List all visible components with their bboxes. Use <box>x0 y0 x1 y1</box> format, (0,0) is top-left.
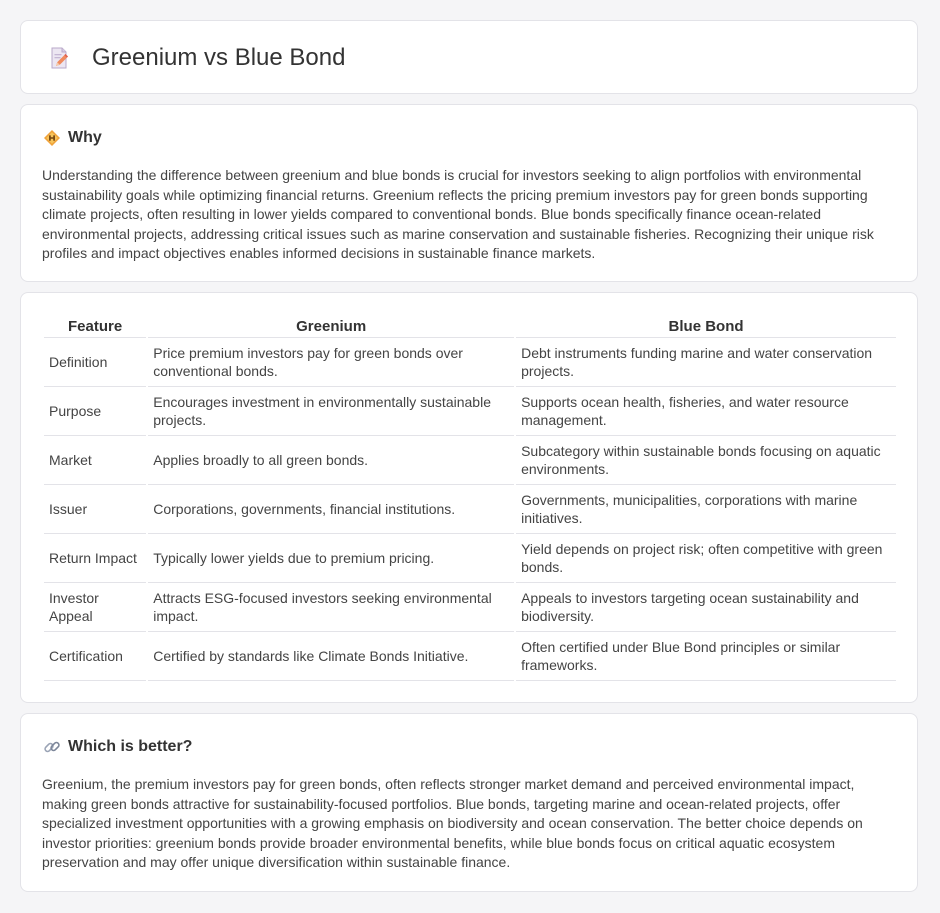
header-feature: Feature <box>44 315 146 338</box>
header-blue-bond: Blue Bond <box>516 315 896 338</box>
better-section <box>20 713 918 892</box>
why-section <box>20 104 918 282</box>
table-row <box>44 583 896 632</box>
feature-cell: Purpose <box>44 387 146 436</box>
blue-bond-cell: Supports ocean health, fisheries, and water resource management. <box>516 387 896 436</box>
table-row <box>44 632 896 681</box>
page-title: Greenium vs Blue Bond <box>92 44 346 71</box>
blue-bond-cell: Yield depends on project risk; often competitive with green bonds. <box>516 534 896 583</box>
why-header <box>43 129 102 147</box>
comparison-table <box>42 315 898 681</box>
feature-cell: Market <box>44 436 146 485</box>
better-body: Greenium, the premium investors pay for green bonds, often reflects stronger market demand and perceived environmental impact, making green bonds attractive for sustainability-focused portfolios. Blue bonds, targeting marine and ocean-related projects, offer specialized investment opportunities with a growing emphasis on biodiversity and ocean conservation. The better choice depends on investor priorities: greenium bonds provide broader environmental benefits, while blue bonds focus on critical aquatic ecosystem preservation and may offer unique diversification within sustainable finance. <box>42 776 863 871</box>
lightbulb-icon <box>43 129 61 147</box>
table-row <box>44 387 896 436</box>
feature-cell: Return Impact <box>44 534 146 583</box>
feature-cell: Issuer <box>44 485 146 534</box>
table-row <box>44 534 896 583</box>
table-header-row <box>44 315 896 338</box>
better-header <box>43 738 192 756</box>
greenium-cell: Certified by standards like Climate Bonds Initiative. <box>148 632 514 681</box>
link-icon <box>43 738 61 756</box>
feature-cell: Certification <box>44 632 146 681</box>
blue-bond-cell: Governments, municipalities, corporations with marine initiatives. <box>516 485 896 534</box>
table-row <box>44 485 896 534</box>
feature-cell: Definition <box>44 338 146 387</box>
title-card <box>20 20 918 94</box>
table-row <box>44 436 896 485</box>
why-body: Understanding the difference between greenium and blue bonds is crucial for investors seeking to align portfolios with environmental sustainability goals while optimizing financial returns. Greenium reflects the pricing premium investors pay for green bonds supporting climate projects, often resulting in lower yields compared to conventional bonds. Blue bonds specifically finance ocean-related environmental projects, addressing critical issues such as marine conservation and sustainable fisheries. Recognizing their unique risk profiles and impact objectives enables informed decisions in sustainable finance markets. <box>42 167 874 262</box>
blue-bond-cell: Subcategory within sustainable bonds focusing on aquatic environments. <box>516 436 896 485</box>
greenium-cell: Price premium investors pay for green bonds over conventional bonds. <box>148 338 514 387</box>
header-greenium: Greenium <box>148 315 514 338</box>
blue-bond-cell: Appeals to investors targeting ocean sustainability and biodiversity. <box>516 583 896 632</box>
greenium-cell: Attracts ESG-focused investors seeking environmental impact. <box>148 583 514 632</box>
greenium-cell: Encourages investment in environmentally sustainable projects. <box>148 387 514 436</box>
comparison-section <box>20 292 918 703</box>
better-heading: Which is better? <box>68 738 193 755</box>
greenium-cell: Corporations, governments, financial institutions. <box>148 485 514 534</box>
table-row <box>44 338 896 387</box>
blue-bond-cell: Debt instruments funding marine and water conservation projects. <box>516 338 896 387</box>
greenium-cell: Applies broadly to all green bonds. <box>148 436 514 485</box>
why-heading: Why <box>68 129 102 146</box>
feature-cell: Investor Appeal <box>44 583 146 632</box>
document-edit-icon <box>47 46 71 70</box>
greenium-cell: Typically lower yields due to premium pricing. <box>148 534 514 583</box>
blue-bond-cell: Often certified under Blue Bond principles or similar frameworks. <box>516 632 896 681</box>
